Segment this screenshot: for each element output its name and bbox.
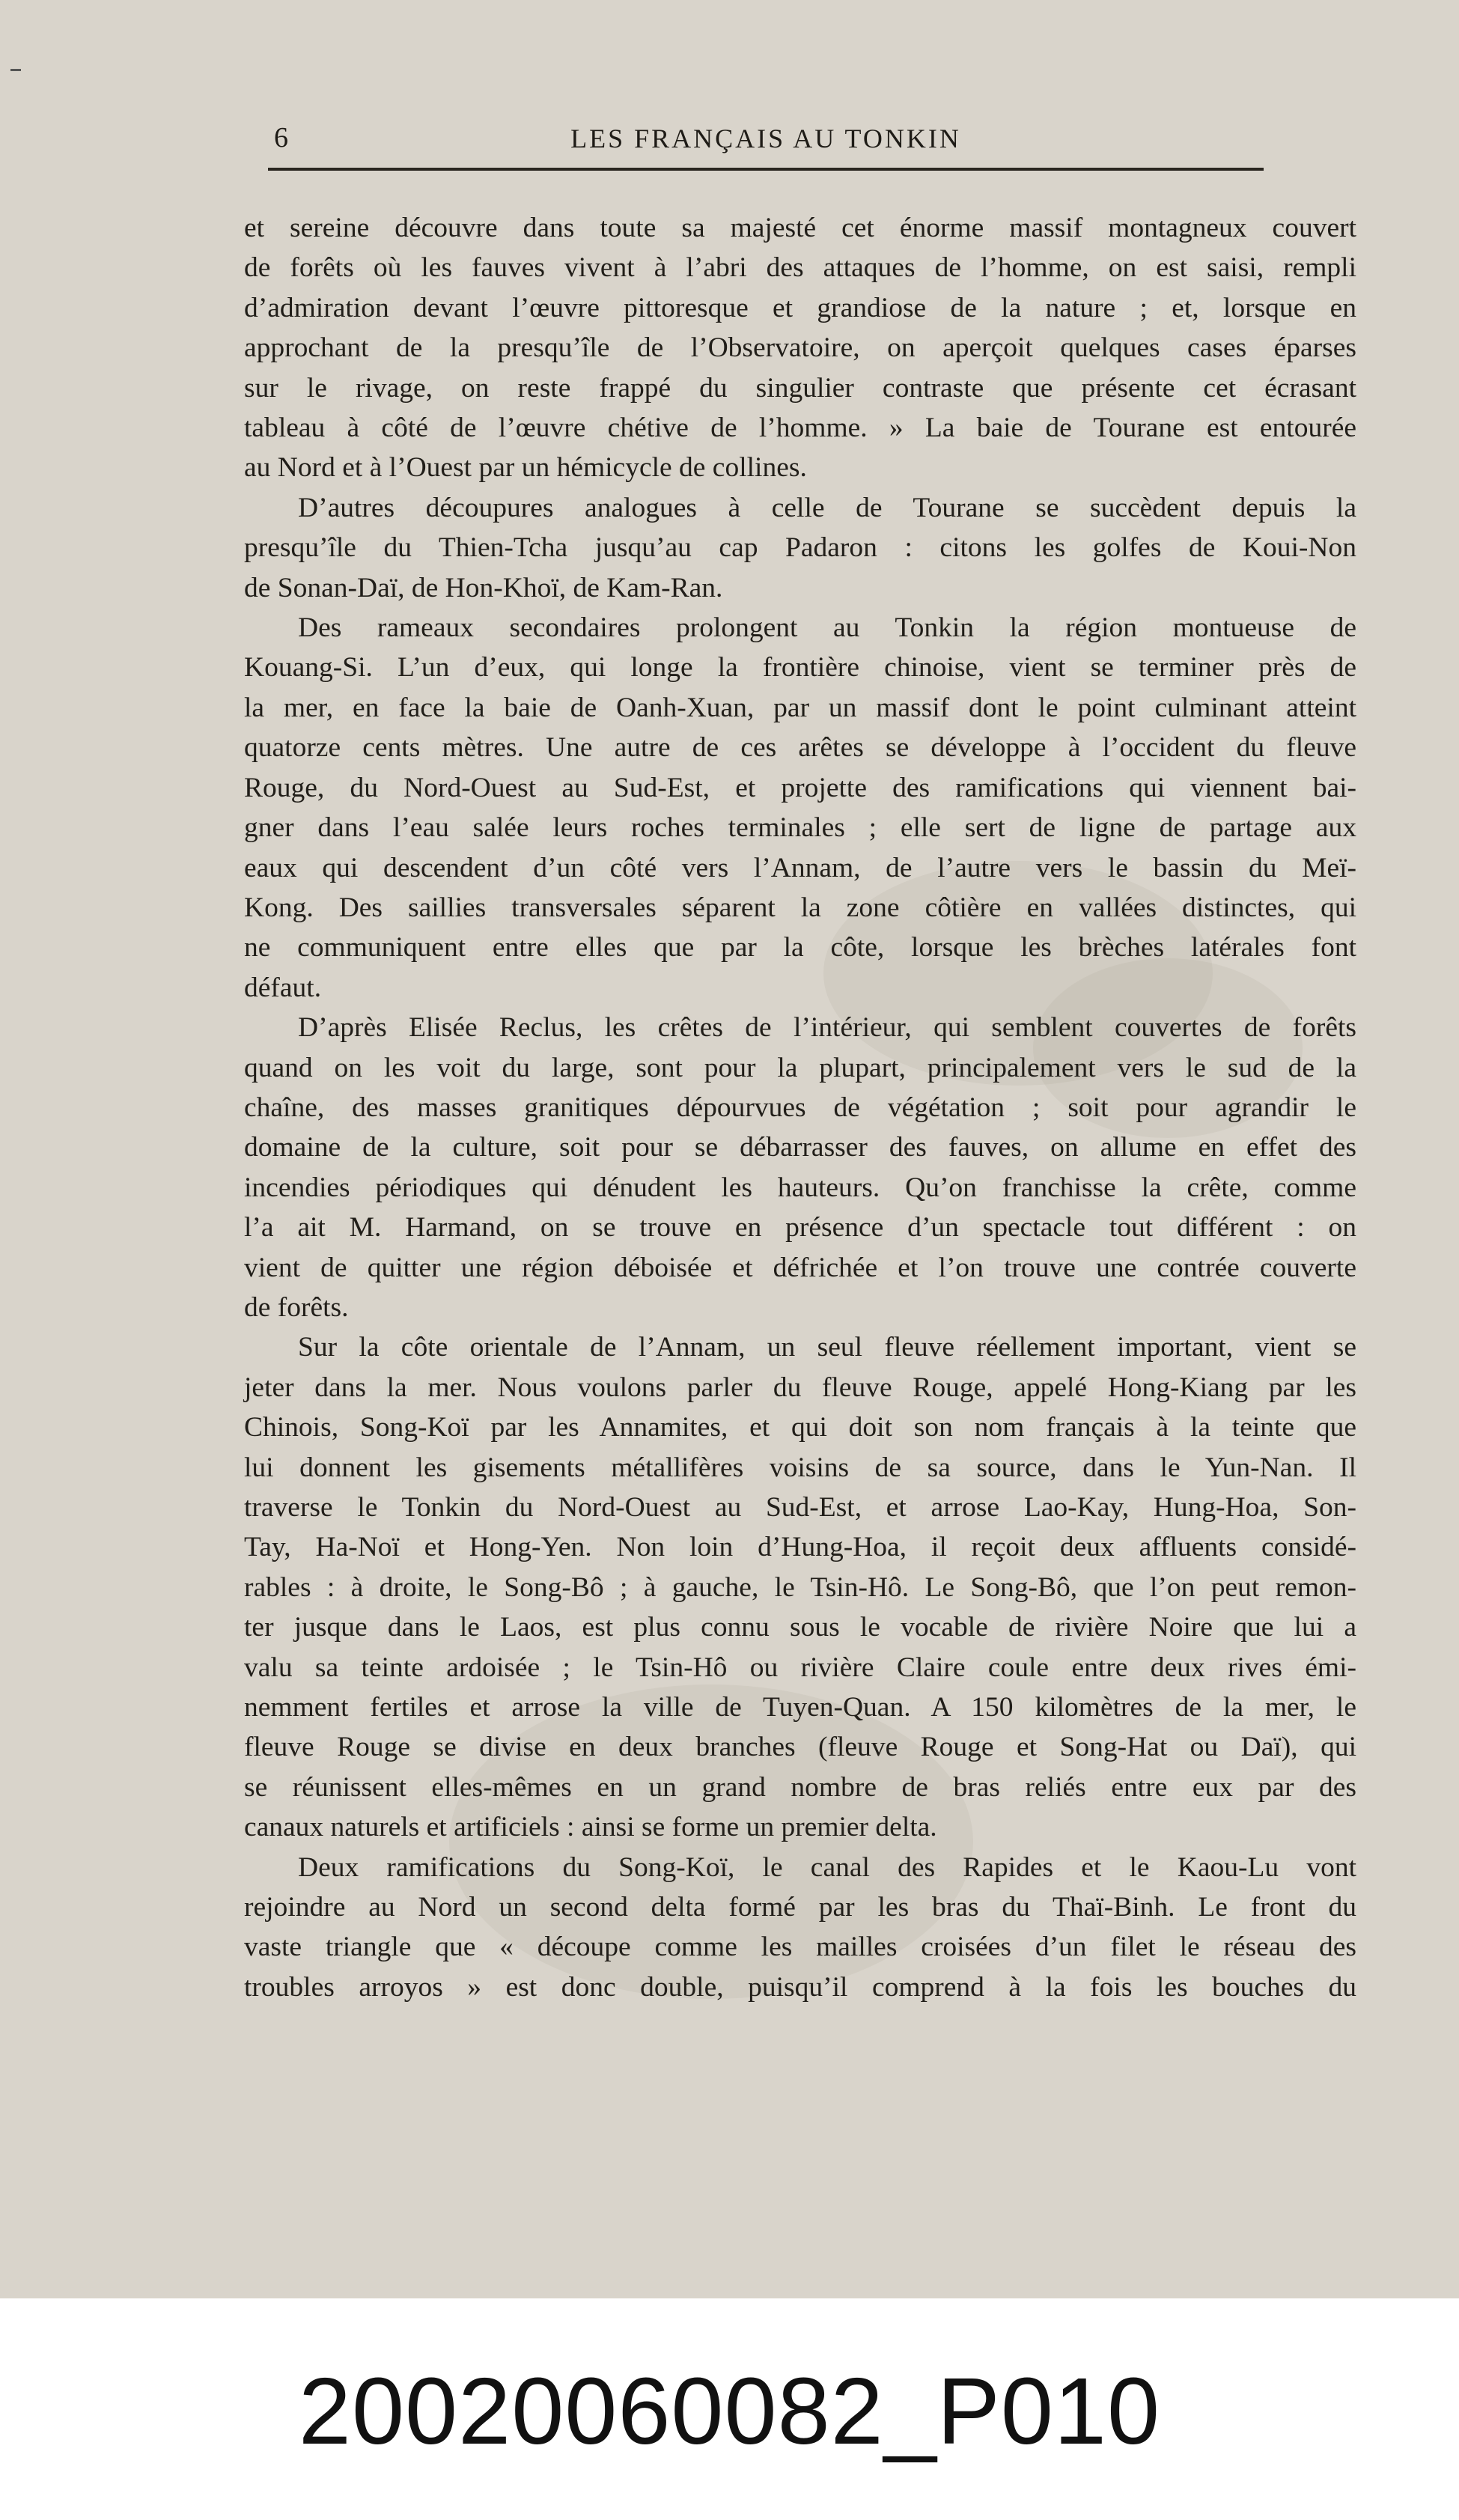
text-line: incendies périodiques qui dénudent les hauteurs. Qu’on franchisse la crête, comme xyxy=(244,1172,1356,1203)
text-line: Tay, Ha-Noï et Hong-Yen. Non loin d’Hung-Hoa, il reçoit deux affluents considé- xyxy=(244,1532,1356,1563)
text-line: presqu’île du Thien-Tcha jusqu’au cap Padaron : citons les golfes de Koui-Non xyxy=(244,532,1356,564)
body-text xyxy=(244,208,1356,2007)
text-line: d’admiration devant l’œuvre pittoresque et grandiose de la nature ; et, lorsque en xyxy=(244,292,1356,323)
text-line: sur le rivage, on reste frappé du singulier contraste que présente cet écrasant xyxy=(244,372,1356,404)
text-line: canaux naturels et artificiels : ainsi se forme un premier delta. xyxy=(244,1812,937,1843)
text-line: nemment fertiles et arrose la ville de Tuyen-Quan. A 150 kilomètres de la mer, le xyxy=(244,1692,1356,1723)
text-line: de Sonan-Daï, de Hon-Khoï, de Kam-Ran. xyxy=(244,572,723,603)
text-line: de forêts où les fauves vivent à l’abri des attaques de l’homme, on est saisi, rempli xyxy=(244,252,1356,284)
text-line: D’autres découpures analogues à celle de Tourane se succèdent depuis la xyxy=(298,492,1356,523)
page-number: 6 xyxy=(274,122,288,153)
text-line: tableau à côté de l’œuvre chétive de l’homme. » La baie de Tourane est entourée xyxy=(244,413,1356,444)
text-line: rables : à droite, le Song-Bô ; à gauche, le Tsin-Hô. Le Song-Bô, que l’on peut remon- xyxy=(244,1571,1356,1603)
text-line: vaste triangle que « découpe comme les mailles croisées d’un filet le réseau des xyxy=(244,1932,1356,1963)
text-line: ter jusque dans le Laos, est plus connu sous le vocable de rivière Noire que lui a xyxy=(244,1612,1356,1643)
text-line: traverse le Tonkin du Nord-Ouest au Sud-Est, et arrose Lao-Kay, Hung-Hoa, Son- xyxy=(244,1492,1356,1523)
text-line: Kong. Des saillies transversales séparent la zone côtière en vallées distinctes, qui xyxy=(244,892,1356,923)
text-line: lui donnent les gisements métallifères voisins de sa source, dans le Yun-Nan. Il xyxy=(244,1452,1356,1483)
text-line: Des rameaux secondaires prolongent au Tonkin la région montueuse de xyxy=(298,612,1356,644)
text-line: de forêts. xyxy=(244,1291,349,1323)
text-line: se réunissent elles-mêmes en un grand nombre de bras reliés entre eux par des xyxy=(244,1771,1356,1803)
text-line: quand on les voit du large, sont pour la plupart, principalement vers le sud de la xyxy=(244,1052,1356,1083)
text-line: valu sa teinte ardoisée ; le Tsin-Hô ou rivière Claire coule entre deux rives émi- xyxy=(244,1652,1356,1683)
text-line: chaîne, des masses granitiques dépourvues de végétation ; soit pour agrandir le xyxy=(244,1092,1356,1123)
text-line: Deux ramifications du Song-Koï, le canal des Rapides et le Kaou-Lu vont xyxy=(298,1851,1356,1883)
text-line: Kouang-Si. L’un d’eux, qui longe la frontière chinoise, vient se terminer près de xyxy=(244,652,1356,684)
page-header xyxy=(268,120,1264,165)
text-line: défaut. xyxy=(244,972,322,1003)
text-line: rejoindre au Nord un second delta formé par les bras du Thaï-Binh. Le front du xyxy=(244,1892,1356,1923)
text-line: la mer, en face la baie de Oanh-Xuan, par un massif dont le point culminant atteint xyxy=(244,692,1356,723)
text-line: ne communiquent entre elles que par la côte, lorsque les brèches latérales font xyxy=(244,932,1356,964)
text-line: troubles arroyos » est donc double, puisqu’il comprend à la fois les bouches du xyxy=(244,1971,1356,2003)
catalog-footer xyxy=(0,2298,1459,2520)
text-line: au Nord et à l’Ouest par un hémicycle de collines. xyxy=(244,452,807,484)
text-line: eaux qui descendent d’un côté vers l’Annam, de l’autre vers le bassin du Meï- xyxy=(244,852,1356,883)
catalog-id: 20020060082_P010 xyxy=(298,2358,1161,2464)
text-line: quatorze cents mètres. Une autre de ces arêtes se développe à l’occident du fleuve xyxy=(244,732,1356,764)
text-line: jeter dans la mer. Nous voulons parler du fleuve Rouge, appelé Hong-Kiang par les xyxy=(244,1372,1356,1403)
text-line: gner dans l’eau salée leurs roches terminales ; elle sert de ligne de partage aux xyxy=(244,812,1356,844)
text-line: Rouge, du Nord-Ouest au Sud-Est, et projette des ramifications qui viennent bai- xyxy=(244,772,1356,803)
text-line: Chinois, Song-Koï par les Annamites, et qui doit son nom français à la teinte que xyxy=(244,1412,1356,1443)
text-line: approchant de la presqu’île de l’Observatoire, on aperçoit quelques cases éparses xyxy=(244,332,1356,364)
text-line: Sur la côte orientale de l’Annam, un seul fleuve réellement important, vient se xyxy=(298,1332,1356,1363)
text-line: vient de quitter une région déboisée et défrichée et l’on trouve une contrée couverte xyxy=(244,1252,1356,1283)
running-title: LES FRANÇAIS AU TONKIN xyxy=(570,124,961,153)
text-line: l’a ait M. Harmand, on se trouve en présence d’un spectacle tout différent : on xyxy=(244,1212,1356,1244)
text-line: domaine de la culture, soit pour se débarrasser des fauves, on allume en effet des xyxy=(244,1132,1356,1163)
text-line: fleuve Rouge se divise en deux branches (fleuve Rouge et Song-Hat ou Daï), qui xyxy=(244,1732,1356,1763)
text-line: D’après Elisée Reclus, les crêtes de l’intérieur, qui semblent couvertes de forêts xyxy=(298,1012,1356,1044)
margin-mark xyxy=(10,69,21,71)
header-rule xyxy=(268,168,1264,171)
text-line: et sereine découvre dans toute sa majesté cet énorme massif montagneux couvert xyxy=(244,213,1356,243)
